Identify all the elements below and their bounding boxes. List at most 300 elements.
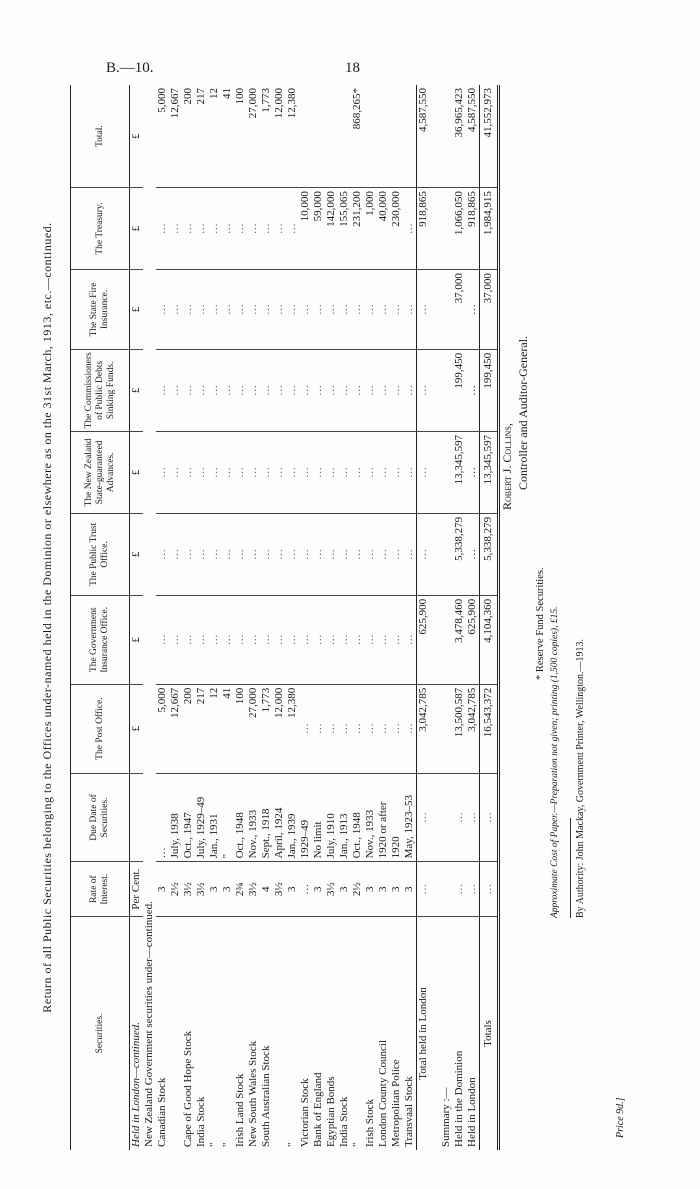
table-header-row [71, 85, 130, 1150]
row-post: 41 [221, 684, 234, 773]
row-fire-empty: … [338, 270, 351, 350]
row-treasury-empty: … [156, 188, 169, 270]
row-trust-empty: … [299, 513, 312, 595]
page-reference: B.—10. [106, 60, 154, 76]
row-advances-empty: … [299, 431, 312, 513]
row-govt-empty: … [221, 595, 234, 684]
row-sinking-empty: … [273, 349, 286, 431]
summary-label: Summary :— [440, 1087, 452, 1147]
row-treasury-empty: … [286, 188, 299, 270]
return-title: Return of all Public Securities belonging to the Offices under-named held in the Dominion or elsewhere as on the 31st March, 1913, etc.—continued. [40, 222, 54, 1013]
row-treasury-empty: … [195, 188, 208, 270]
authority-line: By Authority: John Mackay, Government Printer, Wellington.—1913. [575, 638, 586, 918]
row-advances-empty: … [182, 431, 195, 513]
col-header-govt: The Government Insurance Office. [71, 595, 130, 684]
col-header-due: Due Date of Securities. [71, 773, 130, 862]
dominion-govt: 3,478,460 [453, 595, 466, 684]
table-row [221, 85, 234, 1150]
row-security: South Australian Stock [260, 1045, 272, 1147]
row-security: Victorian Stock [299, 1078, 311, 1147]
row-due: Jan., 1939 [286, 773, 299, 862]
total-london-total: 4,587,550 [417, 85, 431, 188]
row-total: 100 [234, 85, 247, 188]
row-sinking-empty: … [312, 349, 325, 431]
totals-advances: 13,345,597 [480, 431, 499, 513]
row-due: Nov., 1933 [247, 773, 260, 862]
row-sinking-empty: … [260, 349, 273, 431]
row-sinking-empty: … [364, 349, 377, 431]
row-rate: 3 [377, 862, 390, 917]
row-govt-empty: … [390, 595, 403, 684]
row-total: 217 [195, 85, 208, 188]
dominion-trust: 5,338,279 [453, 513, 466, 595]
row-post-empty: … [377, 684, 390, 773]
row-fire-empty: … [364, 270, 377, 350]
row-sinking-empty: … [390, 349, 403, 431]
dominion-post: 13,500,587 [453, 684, 466, 773]
row-security: Canadian Stock [156, 1077, 168, 1147]
row-advances-empty: … [403, 431, 417, 513]
fire-unit: £ [130, 270, 144, 350]
row-security: Irish Land Stock [234, 1073, 246, 1147]
row-advances-empty: … [377, 431, 390, 513]
row-post: 27,000 [247, 684, 260, 773]
col-header-total: Total. [71, 85, 130, 188]
row-treasury: 231,200 [351, 188, 364, 270]
row-advances-empty: … [286, 431, 299, 513]
row-security: Metropolitan Police [390, 1059, 402, 1147]
table-row [312, 85, 325, 1150]
row-trust-empty: … [338, 513, 351, 595]
table-row [169, 85, 182, 1150]
row-due: 1920 [390, 773, 403, 862]
dominion-fire: 37,000 [453, 270, 466, 350]
row-govt-empty: … [182, 595, 195, 684]
dominion-sinking: 199,450 [453, 349, 466, 431]
row-due: Nov., 1933 [364, 773, 377, 862]
row-rate: 3 [208, 862, 221, 917]
row-govt-empty: … [312, 595, 325, 684]
row-trust-empty: … [377, 513, 390, 595]
row-trust-empty: … [325, 513, 338, 595]
row-due: Oct., 1948 [351, 773, 364, 862]
col-header-securities: Securities. [71, 917, 130, 1151]
col-header-treasury: The Treasury. [71, 188, 130, 270]
rotated-table-block [30, 85, 660, 1150]
table-row [299, 85, 312, 1150]
total-london-govt: 625,900 [417, 595, 431, 684]
row-post: 100 [234, 684, 247, 773]
dominion-total: 36,965,423 [453, 85, 466, 188]
row-post: 1,773 [260, 684, 273, 773]
row-trust-empty: … [351, 513, 364, 595]
london-sinking: … [466, 349, 480, 431]
row-govt-empty: … [338, 595, 351, 684]
row-trust-empty: … [182, 513, 195, 595]
row-trust-empty: … [234, 513, 247, 595]
row-govt-empty: … [260, 595, 273, 684]
col-header-trust: The Public Trust Office. [71, 513, 130, 595]
row-due: Sept., 1918 [260, 773, 273, 862]
table-row [260, 85, 273, 1150]
dominion-treasury: 1,066,050 [453, 188, 466, 270]
govt-unit: £ [130, 595, 144, 684]
row-treasury-empty: … [208, 188, 221, 270]
row-fire-empty: … [247, 270, 260, 350]
table-row [286, 85, 299, 1150]
row-security: Egyptian Bonds [325, 1076, 337, 1147]
summary-label-row [440, 85, 453, 1150]
table-row [351, 85, 364, 1150]
table-row [156, 85, 169, 1150]
row-treasury: 1,000 [364, 188, 377, 270]
row-fire-empty: … [286, 270, 299, 350]
row-rate: 3 [156, 862, 169, 917]
row-due: July, 1910 [325, 773, 338, 862]
totals-sinking: 199,450 [480, 349, 499, 431]
row-rate: 3 [390, 862, 403, 917]
sinking-unit: £ [130, 349, 144, 431]
row-total: 12 [208, 85, 221, 188]
row-rate: 3½ [195, 862, 208, 917]
row-rate: 3½ [182, 862, 195, 917]
london-advances: … [466, 431, 480, 513]
row-treasury: 10,000 [299, 188, 312, 270]
summary-london-row: Held in London … … 3,042,785 625,900 … … … … 918,865 4,587,550 [466, 85, 480, 1150]
row-rate: 3 [286, 862, 299, 917]
row-trust-empty: … [312, 513, 325, 595]
totals-treasury: 1,984,915 [480, 188, 499, 270]
row-govt-empty: … [247, 595, 260, 684]
row-due: July, 1929–49 [195, 773, 208, 862]
summary-dominion-label: Held in the Dominion [453, 1050, 465, 1147]
col-header-advances: The New Zealand State-guaranteed Advances. [71, 431, 130, 513]
advances-unit: £ [130, 431, 144, 513]
col-header-rate: Rate of Interest. [71, 862, 130, 917]
row-advances-empty: … [364, 431, 377, 513]
row-rate: 3½ [247, 862, 260, 917]
data-rows [156, 85, 417, 1150]
row-treasury: 155,065 [338, 188, 351, 270]
row-due: July, 1938 [169, 773, 182, 862]
row-treasury-empty: … [247, 188, 260, 270]
row-fire-empty: … [273, 270, 286, 350]
row-trust-empty: … [260, 513, 273, 595]
signature-name: Robert J. Collins, [500, 423, 514, 510]
row-post-empty: … [351, 684, 364, 773]
row-security [169, 917, 182, 1151]
row-advances-empty: … [338, 431, 351, 513]
row-sinking-empty: … [195, 349, 208, 431]
row-fire-empty: … [195, 270, 208, 350]
row-fire-empty: … [208, 270, 221, 350]
table-row [195, 85, 208, 1150]
row-treasury-empty: … [234, 188, 247, 270]
row-post-empty: … [364, 684, 377, 773]
row-rate: 3 [338, 862, 351, 917]
row-fire-empty: … [390, 270, 403, 350]
row-govt-empty: … [234, 595, 247, 684]
row-advances-empty: … [234, 431, 247, 513]
table-row [182, 85, 195, 1150]
row-post-empty: … [390, 684, 403, 773]
row-post: 5,000 [156, 684, 169, 773]
total-london-post: 3,042,785 [417, 684, 431, 773]
london-govt: 625,900 [466, 595, 480, 684]
dominion-advances: 13,345,597 [453, 431, 466, 513]
row-total: 27,000 [247, 85, 260, 188]
row-rate: 3 [221, 862, 234, 917]
row-fire-empty: … [351, 270, 364, 350]
row-due: 1929–49 [299, 773, 312, 862]
row-total: 200 [182, 85, 195, 188]
row-post-empty: … [338, 684, 351, 773]
london-fire: … [466, 270, 480, 350]
row-sinking-empty: … [338, 349, 351, 431]
row-total: 1,773 [260, 85, 273, 188]
row-sinking-empty: … [351, 349, 364, 431]
row-fire-empty: … [182, 270, 195, 350]
total-held-london-row: Total held in London … … 3,042,785 625,900 … … … … 918,865 4,587,550 [417, 85, 431, 1150]
row-treasury: 230,000 [390, 188, 403, 270]
col-header-post: The Post Office. [71, 684, 130, 773]
footnote: * Reserve Fund Securities. [535, 567, 546, 680]
summary-london-label: Held in London [466, 1077, 478, 1147]
row-post: 12,667 [169, 684, 182, 773]
london-total: 4,587,550 [466, 85, 480, 188]
total-unit: £ [130, 85, 144, 188]
row-post: 12,000 [273, 684, 286, 773]
row-sinking-empty: … [377, 349, 390, 431]
row-rate: 2½ [169, 862, 182, 917]
row-advances-empty: … [390, 431, 403, 513]
row-post-empty: … [312, 684, 325, 773]
totals-post: 16,543,372 [480, 684, 499, 773]
securities-table [70, 85, 500, 1150]
row-fire-empty: … [377, 270, 390, 350]
col-header-fire: The State Fire Insurance. [71, 270, 130, 350]
page-number: 18 [345, 60, 360, 76]
row-due: Oct., 1947 [182, 773, 195, 862]
section-heading: Held in London—continued. [130, 1022, 142, 1147]
trust-unit: £ [130, 513, 144, 595]
row-due: No limit [312, 773, 325, 862]
row-advances-empty: … [273, 431, 286, 513]
row-sinking-empty: … [221, 349, 234, 431]
row-security: Bank of England [312, 1072, 324, 1147]
row-due: " [221, 773, 234, 862]
sub-heading-row [143, 85, 156, 1150]
row-total: 12,667 [169, 85, 182, 188]
row-sinking-empty: … [299, 349, 312, 431]
totals-total: 41,552,973 [480, 85, 499, 188]
total-london-label: Total held in London [417, 917, 431, 1151]
row-govt-empty: … [286, 595, 299, 684]
row-post-empty: … [299, 684, 312, 773]
row-sinking-empty: … [403, 349, 417, 431]
treasury-unit: £ [130, 188, 144, 270]
row-post-empty: … [403, 684, 417, 773]
row-govt-empty: … [169, 595, 182, 684]
totals-fire: 37,000 [480, 270, 499, 350]
row-rate: 2¾ [234, 862, 247, 917]
row-rate: 3½ [273, 862, 286, 917]
row-trust-empty: … [195, 513, 208, 595]
row-fire-empty: … [403, 270, 417, 350]
table-row [273, 85, 286, 1150]
row-treasury-empty: … [169, 188, 182, 270]
row-rate: 3 [364, 862, 377, 917]
price-note: Price 9d.] [615, 1097, 626, 1138]
row-treasury-empty: … [273, 188, 286, 270]
row-trust-empty: … [208, 513, 221, 595]
row-trust-empty: … [364, 513, 377, 595]
row-govt-empty: … [377, 595, 390, 684]
table-row [247, 85, 260, 1150]
row-advances-empty: … [312, 431, 325, 513]
row-treasury: 59,000 [312, 188, 325, 270]
row-security: Transvaal Stock [403, 1076, 415, 1147]
row-due: 1920 or after [377, 773, 390, 862]
row-due: Jan., 1931 [208, 773, 221, 862]
row-fire-empty: … [299, 270, 312, 350]
row-security: New South Wales Stock [247, 1040, 259, 1147]
col-header-sinking: The Commissioners of Public Debts Sinking Funds. [71, 349, 130, 431]
table-row [338, 85, 351, 1150]
row-sinking-empty: … [247, 349, 260, 431]
table-row [403, 85, 417, 1150]
row-security: Irish Stock [364, 1099, 376, 1147]
row-advances-empty: … [156, 431, 169, 513]
row-sinking-empty: … [169, 349, 182, 431]
row-trust-empty: … [273, 513, 286, 595]
row-govt-empty: … [273, 595, 286, 684]
bracket-total: 868,265* [299, 85, 417, 188]
totals-row: Totals … … 16,543,372 4,104,360 5,338,279 13,345,597 199,450 37,000 1,984,915 41,552,973 [480, 85, 499, 1150]
rate-unit: Per Cent. [130, 862, 144, 917]
row-trust-empty: … [286, 513, 299, 595]
row-govt-empty: … [325, 595, 338, 684]
row-rate: 4 [260, 862, 273, 917]
london-treasury: 918,865 [466, 188, 480, 270]
row-due: … [156, 773, 169, 862]
row-sinking-empty: … [325, 349, 338, 431]
row-govt-empty: … [351, 595, 364, 684]
row-security: " [221, 1142, 233, 1147]
row-treasury-empty: … [221, 188, 234, 270]
row-advances-empty: … [325, 431, 338, 513]
row-rate: 3 [312, 862, 325, 917]
row-fire-empty: … [234, 270, 247, 350]
london-post: 3,042,785 [466, 684, 480, 773]
post-unit: £ [130, 684, 144, 773]
total-london-treasury: 918,865 [417, 188, 431, 270]
row-security: " [286, 1142, 298, 1147]
row-advances-empty: … [169, 431, 182, 513]
row-advances-empty: … [221, 431, 234, 513]
row-govt-empty: … [299, 595, 312, 684]
row-advances-empty: … [195, 431, 208, 513]
sub-heading: New Zealand Government securities under—continued. [143, 901, 155, 1147]
signature-title: Controller and Auditor-General. [516, 335, 530, 490]
row-rate: … [299, 862, 312, 917]
row-fire-empty: … [169, 270, 182, 350]
table-row [325, 85, 338, 1150]
row-rate: 3 [403, 862, 417, 917]
row-post: 12 [208, 684, 221, 773]
table-row [377, 85, 390, 1150]
row-treasury-empty: … [403, 188, 417, 270]
units-row [130, 85, 144, 1150]
row-govt-empty: … [403, 595, 417, 684]
row-sinking-empty: … [234, 349, 247, 431]
row-total: 12,000 [273, 85, 286, 188]
row-trust-empty: … [156, 513, 169, 595]
row-post: 12,380 [286, 684, 299, 773]
row-govt-empty: … [195, 595, 208, 684]
row-security: Cape of Good Hope Stock [182, 1030, 194, 1147]
row-post: 217 [195, 684, 208, 773]
row-trust-empty: … [247, 513, 260, 595]
row-sinking-empty: … [182, 349, 195, 431]
row-security: " [208, 1142, 220, 1147]
row-trust-empty: … [169, 513, 182, 595]
row-trust-empty: … [221, 513, 234, 595]
row-rate: 3½ [325, 862, 338, 917]
table-row [390, 85, 403, 1150]
row-fire-empty: … [260, 270, 273, 350]
row-due: April, 1924 [273, 773, 286, 862]
row-security [273, 917, 286, 1151]
row-govt-empty: … [208, 595, 221, 684]
london-trust: … [466, 513, 480, 595]
row-trust-empty: … [390, 513, 403, 595]
row-trust-empty: … [403, 513, 417, 595]
row-govt-empty: … [156, 595, 169, 684]
row-total: 5,000 [156, 85, 169, 188]
row-total: 41 [221, 85, 234, 188]
row-treasury-empty: … [182, 188, 195, 270]
row-rate: 2½ [351, 862, 364, 917]
row-govt-empty: … [364, 595, 377, 684]
row-security: India Stock [338, 1096, 350, 1147]
row-fire-empty: … [221, 270, 234, 350]
totals-label: Totals [480, 917, 499, 1151]
row-advances-empty: … [208, 431, 221, 513]
table-row [234, 85, 247, 1150]
row-fire-empty: … [325, 270, 338, 350]
row-total: 12,380 [286, 85, 299, 188]
row-advances-empty: … [351, 431, 364, 513]
row-post: 200 [182, 684, 195, 773]
row-advances-empty: … [247, 431, 260, 513]
table-row [208, 85, 221, 1150]
row-security: India Stock [195, 1096, 207, 1147]
row-advances-empty: … [260, 431, 273, 513]
cost-note: Approximate Cost of Paper.—Preparation not given; printing (1,500 copies), £15. [550, 606, 560, 918]
row-treasury: 40,000 [377, 188, 390, 270]
divider [570, 818, 571, 918]
row-fire-empty: … [156, 270, 169, 350]
row-post-empty: … [325, 684, 338, 773]
row-fire-empty: … [312, 270, 325, 350]
row-treasury: 142,000 [325, 188, 338, 270]
table-row [364, 85, 377, 1150]
row-security: " [351, 1142, 363, 1147]
totals-trust: 5,338,279 [480, 513, 499, 595]
row-sinking-empty: … [208, 349, 221, 431]
row-sinking-empty: … [156, 349, 169, 431]
